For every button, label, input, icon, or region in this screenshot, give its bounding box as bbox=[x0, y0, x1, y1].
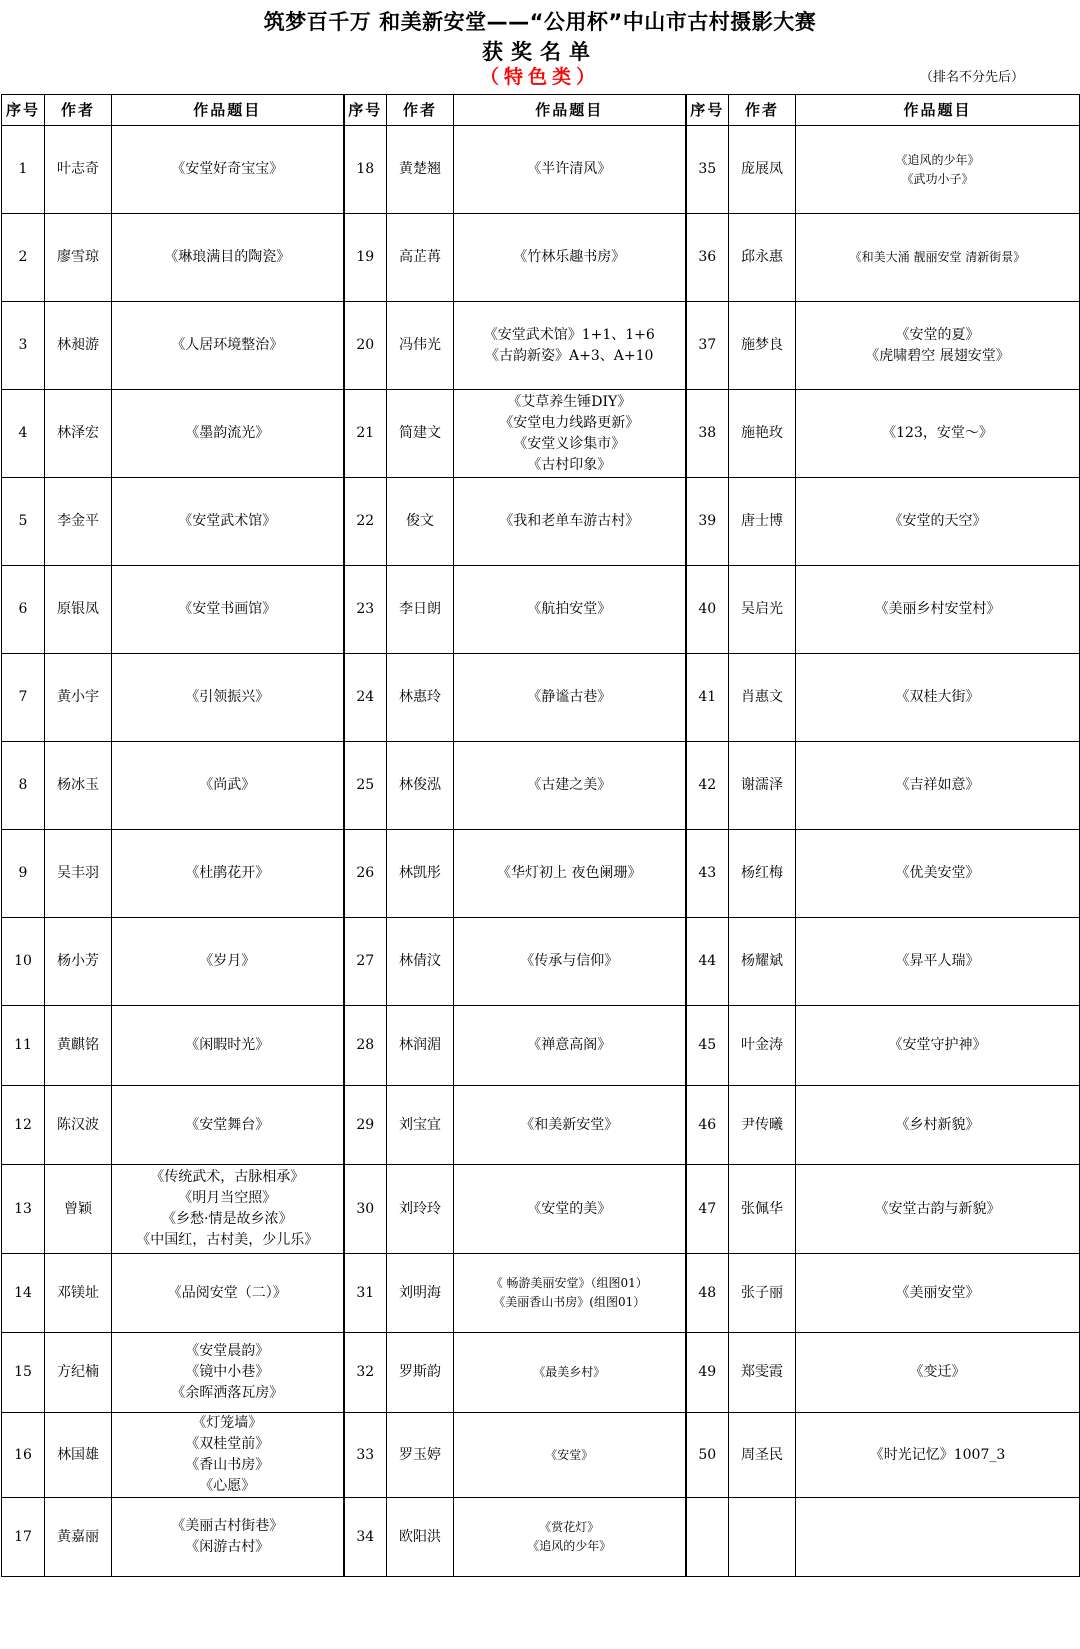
entry-works bbox=[112, 1333, 344, 1413]
entry-works bbox=[796, 126, 1080, 214]
entry-number: 29 bbox=[344, 1086, 387, 1165]
entry-number: 25 bbox=[344, 742, 387, 830]
entry-works bbox=[112, 654, 344, 742]
column-header-author: 作者 bbox=[45, 95, 112, 126]
work-title: 《安堂书画馆》 bbox=[178, 601, 277, 617]
entry-number: 30 bbox=[344, 1165, 387, 1254]
column-header-title: 作品题目 bbox=[796, 95, 1080, 126]
table-row bbox=[2, 1086, 1080, 1165]
table-row bbox=[2, 1006, 1080, 1086]
work-title: 《武功小子》 bbox=[901, 171, 974, 186]
work-title: 《时光记忆》1007_3 bbox=[869, 1446, 1006, 1463]
entry-number: 40 bbox=[686, 566, 729, 654]
entry-number: 50 bbox=[686, 1413, 729, 1498]
entry-author: 黄小宇 bbox=[45, 654, 112, 742]
work-title: 《灯笼墙》 bbox=[192, 1415, 263, 1431]
entry-works bbox=[112, 1086, 344, 1165]
entry-works bbox=[112, 478, 344, 566]
work-title: 《安堂的美》 bbox=[527, 1200, 612, 1217]
entry-works bbox=[454, 654, 686, 742]
table-row bbox=[2, 390, 1080, 478]
entry-number: 6 bbox=[2, 566, 45, 654]
entry-works bbox=[796, 566, 1080, 654]
entry-number: 38 bbox=[686, 390, 729, 478]
entry-author: 欧阳洪 bbox=[387, 1498, 454, 1577]
entry-number: 13 bbox=[2, 1165, 45, 1254]
entry-number: 2 bbox=[2, 214, 45, 302]
work-title: 《和美大涌 靓丽安堂 清新街景》 bbox=[849, 250, 1026, 264]
entry-number: 16 bbox=[2, 1413, 45, 1498]
table-row bbox=[2, 654, 1080, 742]
entry-works bbox=[796, 478, 1080, 566]
work-title: 《竹林乐趣书房》 bbox=[513, 249, 626, 265]
entry-number: 8 bbox=[2, 742, 45, 830]
entry-number: 45 bbox=[686, 1006, 729, 1086]
work-title: 《美丽安堂》 bbox=[895, 1284, 980, 1301]
entry-works bbox=[112, 742, 344, 830]
entry-author: 廖雪琼 bbox=[45, 214, 112, 302]
work-title: 《琳琅满目的陶瓷》 bbox=[164, 249, 291, 265]
work-title: 《闲暇时光》 bbox=[185, 1037, 270, 1053]
work-title: 《明月当空照》 bbox=[178, 1190, 277, 1206]
table-row bbox=[2, 1254, 1080, 1333]
work-title: 《安堂守护神》 bbox=[888, 1037, 987, 1053]
entry-author: 陈汉波 bbox=[45, 1086, 112, 1165]
entry-number: 4 bbox=[2, 390, 45, 478]
table-row bbox=[2, 566, 1080, 654]
entry-author: 林倩汶 bbox=[387, 918, 454, 1006]
entry-works bbox=[796, 302, 1080, 390]
work-title: 《中国红，古村美，少儿乐》 bbox=[136, 1232, 319, 1248]
entry-author: 林国雄 bbox=[45, 1413, 112, 1498]
entry-works bbox=[454, 1165, 686, 1254]
work-title: 《123，安堂～》 bbox=[882, 425, 993, 441]
entry-works bbox=[796, 214, 1080, 302]
entry-author: 郑雯霞 bbox=[729, 1333, 796, 1413]
entry-author: 李日朗 bbox=[387, 566, 454, 654]
entry-works bbox=[112, 214, 344, 302]
entry-number: 47 bbox=[686, 1165, 729, 1254]
entry-author: 邱永惠 bbox=[729, 214, 796, 302]
entry-works bbox=[112, 126, 344, 214]
entry-author: 高芷苒 bbox=[387, 214, 454, 302]
work-title: 《古韵新姿》A+3、A+10 bbox=[485, 347, 654, 364]
entry-author: 林俊泓 bbox=[387, 742, 454, 830]
entry-author: 林凯彤 bbox=[387, 830, 454, 918]
entry-works bbox=[454, 1498, 686, 1577]
entry-author: 肖惠文 bbox=[729, 654, 796, 742]
table-row bbox=[2, 214, 1080, 302]
work-title: 《虎啸碧空 展翅安堂》 bbox=[865, 347, 1010, 364]
entry-works bbox=[796, 830, 1080, 918]
entry-author: 简建文 bbox=[387, 390, 454, 478]
entry-works bbox=[454, 478, 686, 566]
entry-author: 杨冰玉 bbox=[45, 742, 112, 830]
entry-number: 11 bbox=[2, 1006, 45, 1086]
entry-author: 施梦良 bbox=[729, 302, 796, 390]
entry-author: 罗玉婷 bbox=[387, 1413, 454, 1498]
entry-author: 杨耀斌 bbox=[729, 918, 796, 1006]
work-title: 《余晖洒落瓦房》 bbox=[171, 1385, 284, 1401]
entry-works bbox=[796, 654, 1080, 742]
work-title: 《闲游古村》 bbox=[185, 1539, 270, 1555]
column-header-no: 序号 bbox=[686, 95, 729, 126]
entry-author: 杨小芳 bbox=[45, 918, 112, 1006]
category-label: （特色类） bbox=[479, 66, 600, 88]
work-title: 《追风的少年》 bbox=[895, 152, 980, 167]
entry-works bbox=[454, 1333, 686, 1413]
entry-number: 49 bbox=[686, 1333, 729, 1413]
entry-author: 刘玲玲 bbox=[387, 1165, 454, 1254]
entry-number: 41 bbox=[686, 654, 729, 742]
work-title: 《赏花灯》 bbox=[539, 1520, 600, 1534]
work-title: 《最美乡村》 bbox=[533, 1365, 606, 1379]
entry-author: 邓镁址 bbox=[45, 1254, 112, 1333]
entry-number: 46 bbox=[686, 1086, 729, 1165]
entry-number: 35 bbox=[686, 126, 729, 214]
entry-number: 12 bbox=[2, 1086, 45, 1165]
work-title: 《优美安堂》 bbox=[895, 865, 980, 881]
entry-author: 刘宝宜 bbox=[387, 1086, 454, 1165]
column-header-title: 作品题目 bbox=[454, 95, 686, 126]
entry-works bbox=[796, 1333, 1080, 1413]
entry-works bbox=[112, 1498, 344, 1577]
entry-number: 27 bbox=[344, 918, 387, 1006]
entry-number: 19 bbox=[344, 214, 387, 302]
entry-number: 48 bbox=[686, 1254, 729, 1333]
entry-works bbox=[796, 1254, 1080, 1333]
column-header-title: 作品题目 bbox=[112, 95, 344, 126]
table-row bbox=[2, 1165, 1080, 1254]
work-title: 《安堂舞台》 bbox=[185, 1116, 270, 1133]
work-title: 《传统武术，古脉相承》 bbox=[150, 1169, 305, 1185]
table-row bbox=[2, 918, 1080, 1006]
entry-author: 唐士博 bbox=[729, 478, 796, 566]
work-title: 《双桂堂前》 bbox=[185, 1436, 270, 1452]
table-row bbox=[2, 1333, 1080, 1413]
table-row bbox=[2, 126, 1080, 214]
column-header-author: 作者 bbox=[387, 95, 454, 126]
table-row bbox=[2, 478, 1080, 566]
entry-works bbox=[454, 918, 686, 1006]
entry-author: 俊文 bbox=[387, 478, 454, 566]
entry-works bbox=[454, 1413, 686, 1498]
work-title: 《墨韵流光》 bbox=[185, 425, 270, 441]
entry-works bbox=[454, 1086, 686, 1165]
entry-number bbox=[686, 1498, 729, 1577]
entry-author: 张佩华 bbox=[729, 1165, 796, 1254]
entry-author: 刘明海 bbox=[387, 1254, 454, 1333]
entry-works bbox=[796, 1498, 1080, 1577]
work-title: 《和美新安堂》 bbox=[520, 1116, 619, 1133]
entry-works bbox=[454, 742, 686, 830]
work-title: 《禅意高阁》 bbox=[527, 1037, 612, 1053]
work-title: 《双桂大街》 bbox=[895, 689, 980, 705]
work-title: 《静谧古巷》 bbox=[527, 689, 612, 705]
document-subtitle: 获奖名单 bbox=[482, 40, 598, 64]
entry-author: 林润湄 bbox=[387, 1006, 454, 1086]
entry-number: 22 bbox=[344, 478, 387, 566]
table-row bbox=[2, 1498, 1080, 1577]
entry-number: 37 bbox=[686, 302, 729, 390]
work-title: 《品阅安堂（二）》 bbox=[167, 1284, 287, 1301]
entry-works bbox=[796, 1086, 1080, 1165]
entry-author: 黄楚翘 bbox=[387, 126, 454, 214]
column-header-author: 作者 bbox=[729, 95, 796, 126]
entry-works bbox=[112, 566, 344, 654]
entry-author: 吴丰羽 bbox=[45, 830, 112, 918]
entry-number: 36 bbox=[686, 214, 729, 302]
entry-works bbox=[112, 1006, 344, 1086]
work-title: 《 畅游美丽安堂》（组图01） bbox=[490, 1276, 648, 1290]
entry-number: 33 bbox=[344, 1413, 387, 1498]
work-title: 《安堂武术馆》 bbox=[178, 513, 277, 529]
entry-number: 31 bbox=[344, 1254, 387, 1333]
entry-author: 施艳玫 bbox=[729, 390, 796, 478]
work-title: 《传承与信仰》 bbox=[520, 953, 619, 969]
entry-number: 39 bbox=[686, 478, 729, 566]
table-row bbox=[2, 742, 1080, 830]
work-title: 《安堂》 bbox=[545, 1447, 594, 1462]
entry-works bbox=[454, 1006, 686, 1086]
entry-author: 方纪楠 bbox=[45, 1333, 112, 1413]
entry-works bbox=[454, 214, 686, 302]
awards-table bbox=[1, 94, 1080, 1577]
entry-author: 吴启光 bbox=[729, 566, 796, 654]
entry-author: 黄嘉丽 bbox=[45, 1498, 112, 1577]
entry-author: 冯伟光 bbox=[387, 302, 454, 390]
ranking-note: （排名不分先后） bbox=[920, 70, 1025, 85]
work-title: 《艾草养生锤DIY》 bbox=[507, 393, 632, 410]
entry-works bbox=[112, 1413, 344, 1498]
work-title: 《乡愁·情是故乡浓》 bbox=[162, 1211, 293, 1227]
entry-number: 9 bbox=[2, 830, 45, 918]
work-title: 《吉祥如意》 bbox=[895, 777, 980, 793]
entry-author: 叶金涛 bbox=[729, 1006, 796, 1086]
work-title: 《变迁》 bbox=[909, 1364, 966, 1380]
entry-works bbox=[454, 566, 686, 654]
entry-number: 14 bbox=[2, 1254, 45, 1333]
work-title: 《华灯初上 夜色阑珊》 bbox=[497, 865, 642, 881]
entry-number: 21 bbox=[344, 390, 387, 478]
work-title: 《美丽香山书房》(组图01） bbox=[493, 1295, 646, 1309]
work-title: 《安堂好奇宝宝》 bbox=[171, 161, 284, 177]
entry-works bbox=[112, 918, 344, 1006]
entry-works bbox=[454, 1254, 686, 1333]
entry-author: 李金平 bbox=[45, 478, 112, 566]
work-title: 《香山书房》 bbox=[185, 1457, 270, 1473]
work-title: 《安堂武术馆》1+1、1+6 bbox=[483, 326, 655, 343]
entry-works bbox=[454, 302, 686, 390]
entry-author: 张子丽 bbox=[729, 1254, 796, 1333]
entry-author: 黄麒铭 bbox=[45, 1006, 112, 1086]
work-title: 《美丽古村街巷》 bbox=[171, 1518, 284, 1534]
column-header-no: 序号 bbox=[2, 95, 45, 126]
entry-number: 10 bbox=[2, 918, 45, 1006]
entry-number: 24 bbox=[344, 654, 387, 742]
work-title: 《古村印象》 bbox=[527, 456, 612, 473]
entry-author bbox=[729, 1498, 796, 1577]
entry-author: 林泽宏 bbox=[45, 390, 112, 478]
entry-works bbox=[454, 830, 686, 918]
entry-author: 叶志奇 bbox=[45, 126, 112, 214]
entry-works bbox=[796, 1006, 1080, 1086]
table-row bbox=[2, 1413, 1080, 1498]
work-title: 《半许清风》 bbox=[527, 161, 612, 177]
entry-author: 谢濡泽 bbox=[729, 742, 796, 830]
work-title: 《昇平人瑞》 bbox=[895, 953, 980, 969]
entry-number: 5 bbox=[2, 478, 45, 566]
work-title: 《安堂晨韵》 bbox=[185, 1343, 270, 1359]
work-title: 《安堂电力线路更新》 bbox=[499, 414, 640, 431]
work-title: 《引领振兴》 bbox=[185, 689, 270, 705]
work-title: 《尚武》 bbox=[199, 777, 256, 793]
work-title: 《心愿》 bbox=[199, 1478, 256, 1494]
entry-number: 18 bbox=[344, 126, 387, 214]
table-row bbox=[2, 830, 1080, 918]
work-title: 《安堂的夏》 bbox=[895, 326, 980, 343]
work-title: 《追风的少年》 bbox=[527, 1539, 612, 1553]
entry-number: 42 bbox=[686, 742, 729, 830]
work-title: 《我和老单车游古村》 bbox=[499, 513, 640, 529]
entry-author: 尹传曦 bbox=[729, 1086, 796, 1165]
entry-author: 曾颖 bbox=[45, 1165, 112, 1254]
entry-number: 1 bbox=[2, 126, 45, 214]
work-title: 《镜中小巷》 bbox=[185, 1364, 270, 1380]
entry-author: 原银凤 bbox=[45, 566, 112, 654]
work-title: 《乡村新貌》 bbox=[895, 1116, 980, 1133]
entry-works bbox=[112, 1254, 344, 1333]
entry-author: 周圣民 bbox=[729, 1413, 796, 1498]
entry-number: 43 bbox=[686, 830, 729, 918]
entry-works bbox=[796, 1413, 1080, 1498]
entry-number: 44 bbox=[686, 918, 729, 1006]
entry-works bbox=[796, 742, 1080, 830]
work-title: 《安堂义诊集市》 bbox=[513, 435, 626, 452]
entry-works bbox=[112, 390, 344, 478]
work-title: 《安堂的天空》 bbox=[888, 513, 987, 529]
work-title: 《安堂古韵与新貌》 bbox=[874, 1200, 1001, 1217]
entry-works bbox=[796, 918, 1080, 1006]
entry-works bbox=[796, 1165, 1080, 1254]
table-row bbox=[2, 302, 1080, 390]
entry-works bbox=[112, 1165, 344, 1254]
work-title: 《航拍安堂》 bbox=[527, 601, 612, 617]
entry-author: 庞展凤 bbox=[729, 126, 796, 214]
entry-author: 罗斯韵 bbox=[387, 1333, 454, 1413]
entry-works bbox=[454, 126, 686, 214]
document-header bbox=[0, 0, 1080, 94]
entry-works bbox=[796, 390, 1080, 478]
entry-number: 28 bbox=[344, 1006, 387, 1086]
entry-author: 林惠玲 bbox=[387, 654, 454, 742]
work-title: 《岁月》 bbox=[199, 953, 256, 969]
work-title: 《古建之美》 bbox=[527, 777, 612, 793]
work-title: 《杜鹃花开》 bbox=[185, 865, 270, 881]
entry-number: 23 bbox=[344, 566, 387, 654]
column-header-no: 序号 bbox=[344, 95, 387, 126]
entry-number: 20 bbox=[344, 302, 387, 390]
entry-number: 3 bbox=[2, 302, 45, 390]
work-title: 《美丽乡村安堂村》 bbox=[874, 601, 1001, 617]
entry-number: 34 bbox=[344, 1498, 387, 1577]
work-title: 《人居环境整治》 bbox=[171, 337, 284, 353]
table-header-row bbox=[2, 95, 1080, 126]
entry-number: 15 bbox=[2, 1333, 45, 1413]
entry-works bbox=[454, 390, 686, 478]
entry-works bbox=[112, 302, 344, 390]
entry-number: 26 bbox=[344, 830, 387, 918]
document-title: 筑梦百千万 和美新安堂——“公用杯”中山市古村摄影大赛 bbox=[263, 10, 817, 34]
entry-number: 17 bbox=[2, 1498, 45, 1577]
entry-works bbox=[112, 830, 344, 918]
entry-number: 7 bbox=[2, 654, 45, 742]
entry-author: 林昶游 bbox=[45, 302, 112, 390]
entry-author: 杨红梅 bbox=[729, 830, 796, 918]
entry-number: 32 bbox=[344, 1333, 387, 1413]
